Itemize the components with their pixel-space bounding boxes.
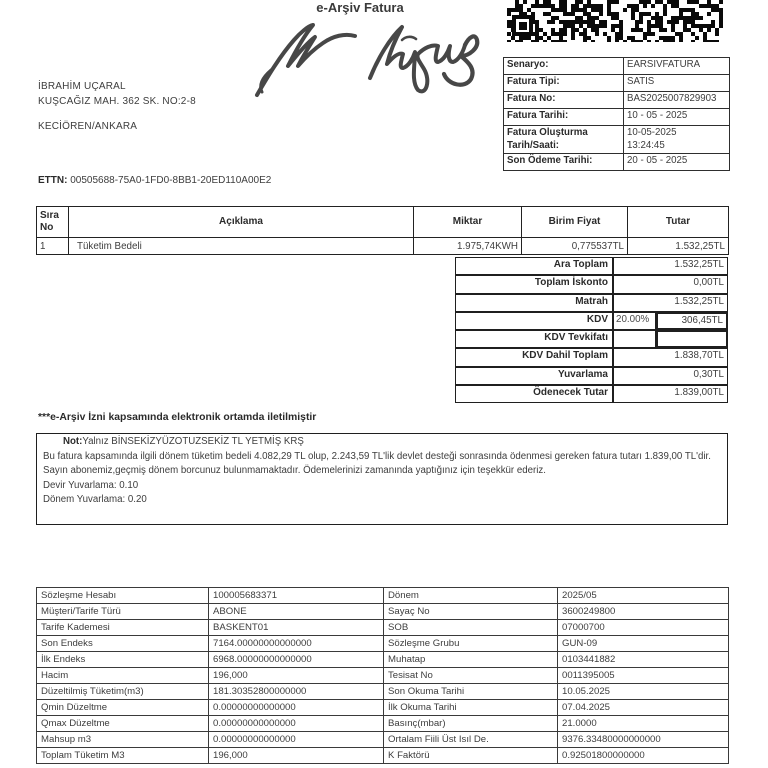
table-row	[504, 75, 730, 92]
detail-label: Sayaç No	[384, 604, 558, 620]
table-row	[504, 58, 730, 75]
detail-label: Dönem	[384, 588, 558, 604]
total-value: 1.838,70TL	[613, 348, 728, 366]
total-row-kdv	[455, 312, 728, 330]
detail-value: 2025/05	[558, 588, 729, 604]
detail-value: 21.0000	[558, 716, 729, 732]
detail-value: 100005683371	[209, 588, 384, 604]
detail-value: GUN-09	[558, 636, 729, 652]
total-row-kdv-dahil-toplam	[455, 348, 728, 366]
total-label: KDV Dahil Toplam	[455, 348, 613, 366]
total-row-ara-toplam	[455, 257, 728, 275]
amount-in-words-line	[43, 435, 721, 450]
col-header-sira-no: Sıra No	[37, 207, 69, 238]
detail-value: ABONE	[209, 604, 384, 620]
total-row-yuvarlama	[455, 367, 728, 385]
total-label: Ödenecek Tutar	[455, 385, 613, 403]
detail-label: Ortalam Fiili Üst Isıl De.	[384, 732, 558, 748]
detail-value: 0.00000000000000	[209, 716, 384, 732]
info-value: BAS2025007829903	[624, 92, 730, 109]
detail-label: K Faktörü	[384, 748, 558, 764]
detail-value: 0.92501800000000	[558, 748, 729, 764]
detail-value: BASKENT01	[209, 620, 384, 636]
total-label: Ara Toplam	[455, 257, 613, 275]
total-row-matrah	[455, 294, 728, 312]
total-value: 1.532,25TL	[613, 257, 728, 275]
table-row	[37, 588, 729, 604]
customer-district: KECİÖREN/ANKARA	[38, 121, 138, 132]
col-header-tutar: Tutar	[628, 207, 729, 238]
donem-yuvarlama-line: Dönem Yuvarlama: 0.20	[43, 494, 147, 506]
total-row-toplam-iskonto	[455, 275, 728, 293]
detail-value: 6968.00000000000000	[209, 652, 384, 668]
detail-label: Hacim	[37, 668, 209, 684]
line-items-table	[36, 206, 729, 255]
table-row	[504, 154, 730, 171]
page-title: e-Arşiv Fatura	[316, 0, 404, 15]
detail-label: Sözleşme Grubu	[384, 636, 558, 652]
detail-value: 0.00000000000000	[209, 732, 384, 748]
table-row	[37, 604, 729, 620]
kdv-tevkifat-rate	[613, 330, 656, 348]
table-row	[37, 238, 729, 255]
consumption-details-table	[36, 587, 729, 764]
detail-value: 3600249800	[558, 604, 729, 620]
detail-label: Basınç(mbar)	[384, 716, 558, 732]
detail-label: Sözleşme Hesabı	[37, 588, 209, 604]
ettn-label: ETTN:	[38, 175, 68, 186]
creation-date: 10-05-2025	[627, 127, 677, 138]
notes-box	[36, 433, 728, 525]
total-value: 1.839,00TL	[613, 385, 728, 403]
detail-label: Qmax Düzeltme	[37, 716, 209, 732]
col-header-birim-fiyat: Birim Fiyat	[522, 207, 628, 238]
signature-image	[252, 12, 484, 98]
customer-name: İBRAHİM UÇARAL	[38, 81, 126, 92]
detail-value: 0011395005	[558, 668, 729, 684]
info-value: EARSIVFATURA	[624, 58, 730, 75]
info-value: SATIS	[624, 75, 730, 92]
total-label: KDV	[455, 312, 613, 330]
table-header-row	[37, 207, 729, 238]
detail-label: Son Okuma Tarihi	[384, 684, 558, 700]
info-label: Fatura No:	[504, 92, 624, 109]
table-row	[504, 92, 730, 109]
detail-value: 07.04.2025	[558, 700, 729, 716]
total-value: 0,00TL	[613, 275, 728, 293]
detail-value: 0103441882	[558, 652, 729, 668]
table-row	[504, 126, 730, 154]
ettn-line	[38, 175, 271, 186]
detail-value: 196,000	[209, 748, 384, 764]
detail-label: İlk Okuma Tarihi	[384, 700, 558, 716]
detail-label: Mahsup m3	[37, 732, 209, 748]
table-row	[37, 684, 729, 700]
info-label: Fatura Tipi:	[504, 75, 624, 92]
item-description: Tüketim Bedeli	[69, 238, 414, 255]
item-no: 1	[37, 238, 69, 255]
total-label: KDV Tevkifatı	[455, 330, 613, 348]
detail-label: Müşteri/Tarife Türü	[37, 604, 209, 620]
info-label: Fatura Oluşturma Tarih/Saati:	[504, 126, 624, 154]
detail-label: Qmin Düzeltme	[37, 700, 209, 716]
info-value: 10 - 05 - 2025	[624, 109, 730, 126]
detail-label: Tesisat No	[384, 668, 558, 684]
total-label: Toplam İskonto	[455, 275, 613, 293]
creation-time: 13:24:45	[627, 139, 665, 151]
customer-block	[38, 79, 196, 134]
total-row-kdv-tevkifati	[455, 330, 728, 348]
item-amount: 1.532,25TL	[628, 238, 729, 255]
detail-label: Muhatap	[384, 652, 558, 668]
info-label: Senaryo:	[504, 58, 624, 75]
detail-value: 196,000	[209, 668, 384, 684]
detail-value: 10.05.2025	[558, 684, 729, 700]
qr-code	[507, 0, 723, 42]
totals-block	[455, 257, 728, 403]
col-header-miktar: Miktar	[414, 207, 522, 238]
total-label: Yuvarlama	[455, 367, 613, 385]
detail-value: 0.00000000000000	[209, 700, 384, 716]
amount-in-words: Yalnız BİNSEKİZYÜZOTUZSEKİZ TL YETMİŞ KRŞ	[82, 436, 304, 447]
detail-value: 181.30352800000000	[209, 684, 384, 700]
detail-label: Düzeltilmiş Tüketim(m3)	[37, 684, 209, 700]
invoice-info-table	[503, 57, 730, 171]
detail-label: Son Endeks	[37, 636, 209, 652]
detail-label: İlk Endeks	[37, 652, 209, 668]
table-row	[37, 620, 729, 636]
detail-value: 7164.00000000000000	[209, 636, 384, 652]
table-row	[37, 700, 729, 716]
item-unit-price: 0,775537TL	[522, 238, 628, 255]
total-row-odenecek-tutar	[455, 385, 728, 403]
table-row	[37, 636, 729, 652]
info-value	[624, 126, 730, 154]
kdv-rate: 20.00%	[613, 312, 656, 330]
state-support-text: Bu fatura kapsamında ilgili dönem tüketim bedeli 4.082,29 TL olup, 2.243,59 TL'lik devlet desteği sonrasında ödenmesi gereken fatura tutarı 1.839,00 TL'dir.	[43, 450, 711, 462]
total-label: Matrah	[455, 294, 613, 312]
col-header-aciklama: Açıklama	[69, 207, 414, 238]
total-value: 1.532,25TL	[613, 294, 728, 312]
not-label: Not:	[63, 436, 83, 447]
table-row	[37, 732, 729, 748]
table-row	[37, 668, 729, 684]
item-quantity: 1.975,74KWH	[414, 238, 522, 255]
qr-finder-pattern	[512, 15, 533, 36]
ettn-value: 00505688-75A0-1FD0-8BB1-20ED110A00E2	[70, 175, 272, 186]
detail-label: SOB	[384, 620, 558, 636]
thanks-text: Sayın abonemiz,geçmiş dönem borcunuz bulunmamaktadır. Ödemelerinizi zamanında yaptığınız için teşekkür ederiz.	[43, 465, 546, 477]
table-row	[504, 109, 730, 126]
detail-value: 07000700	[558, 620, 729, 636]
detail-label: Toplam Tüketim M3	[37, 748, 209, 764]
total-value: 306,45TL	[656, 312, 728, 330]
table-row	[37, 748, 729, 764]
customer-address: KUŞCAĞIZ MAH. 362 SK. NO:2-8	[38, 96, 196, 107]
info-label: Fatura Tarihi:	[504, 109, 624, 126]
detail-value: 9376.33480000000000	[558, 732, 729, 748]
info-label: Son Ödeme Tarihi:	[504, 154, 624, 171]
total-value: 0,30TL	[613, 367, 728, 385]
table-row	[37, 652, 729, 668]
devir-yuvarlama-line: Devir Yuvarlama: 0.10	[43, 479, 139, 491]
total-value	[656, 330, 728, 348]
table-row	[37, 716, 729, 732]
earsiv-consent-line: ***e-Arşiv İzni kapsamında elektronik ortamda iletilmiştir	[38, 412, 317, 423]
info-value: 20 - 05 - 2025	[624, 154, 730, 171]
detail-label: Tarife Kademesi	[37, 620, 209, 636]
